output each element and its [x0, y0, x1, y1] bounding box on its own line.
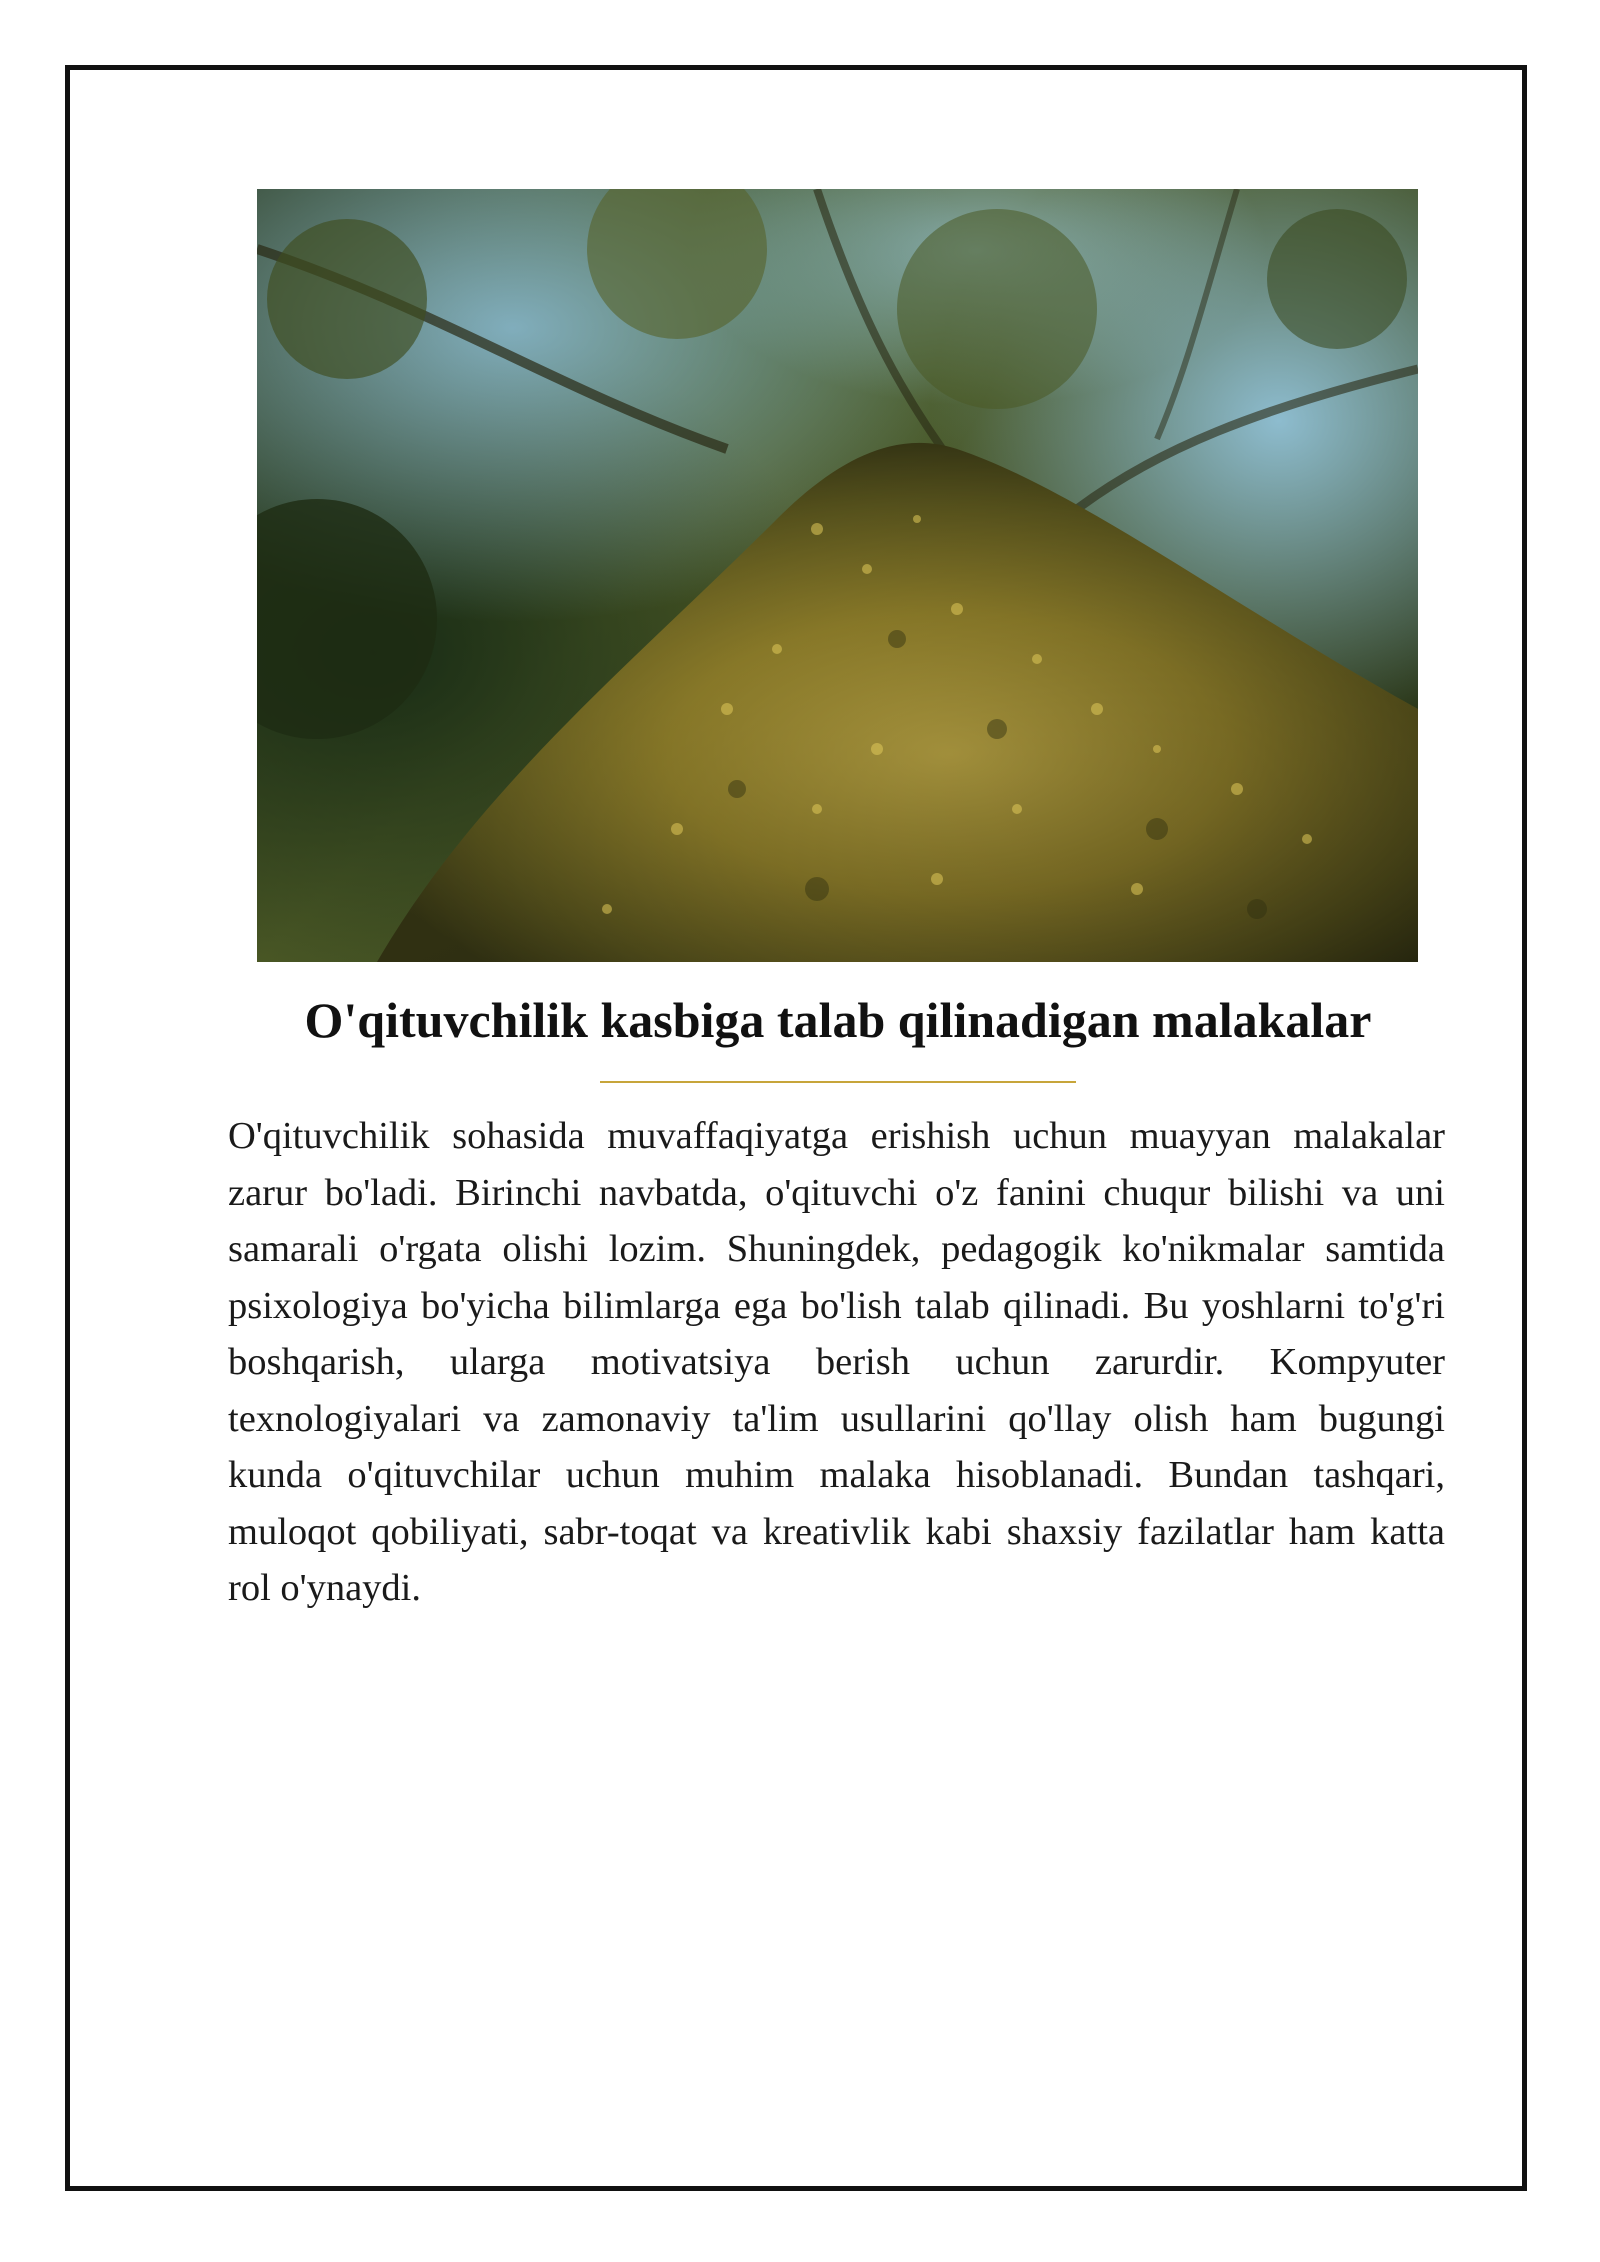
moss-tree-illustration — [257, 189, 1418, 962]
title-divider — [600, 1081, 1076, 1083]
moss-tree-photo — [257, 189, 1418, 962]
document-title: O'qituvchilik kasbiga talab qilinadigan malakalar — [304, 992, 1372, 1048]
body-paragraph: O'qituvchilik sohasida muvaffaqiyatga erishish uchun muayyan malakalar zarur bo'ladi. Birinchi navbatda, o'qituvchi o'z fanini chuqur bilishi va uni samarali o'rgata olishi lozim. Shuningdek, pedagogik ko'nikmalar samtida psixologiya bo'yicha bilimlarga ega bo'lish talab qilinadi. Bu yoshlarni to'g'ri boshqarish, ularga motivatsiya berish uchun zarurdir. Kompyuter texnologiyalari va zamonaviy ta'lim usullarini qo'llay olish ham bugungi kunda o'qituvchilar uchun muhim malaka hisoblanadi. Bundan tashqari, muloqot qobiliyati, sabr-toqat va kreativlik kabi shaxsiy fazilatlar ham katta rol o'ynaydi. — [228, 1115, 1445, 1609]
